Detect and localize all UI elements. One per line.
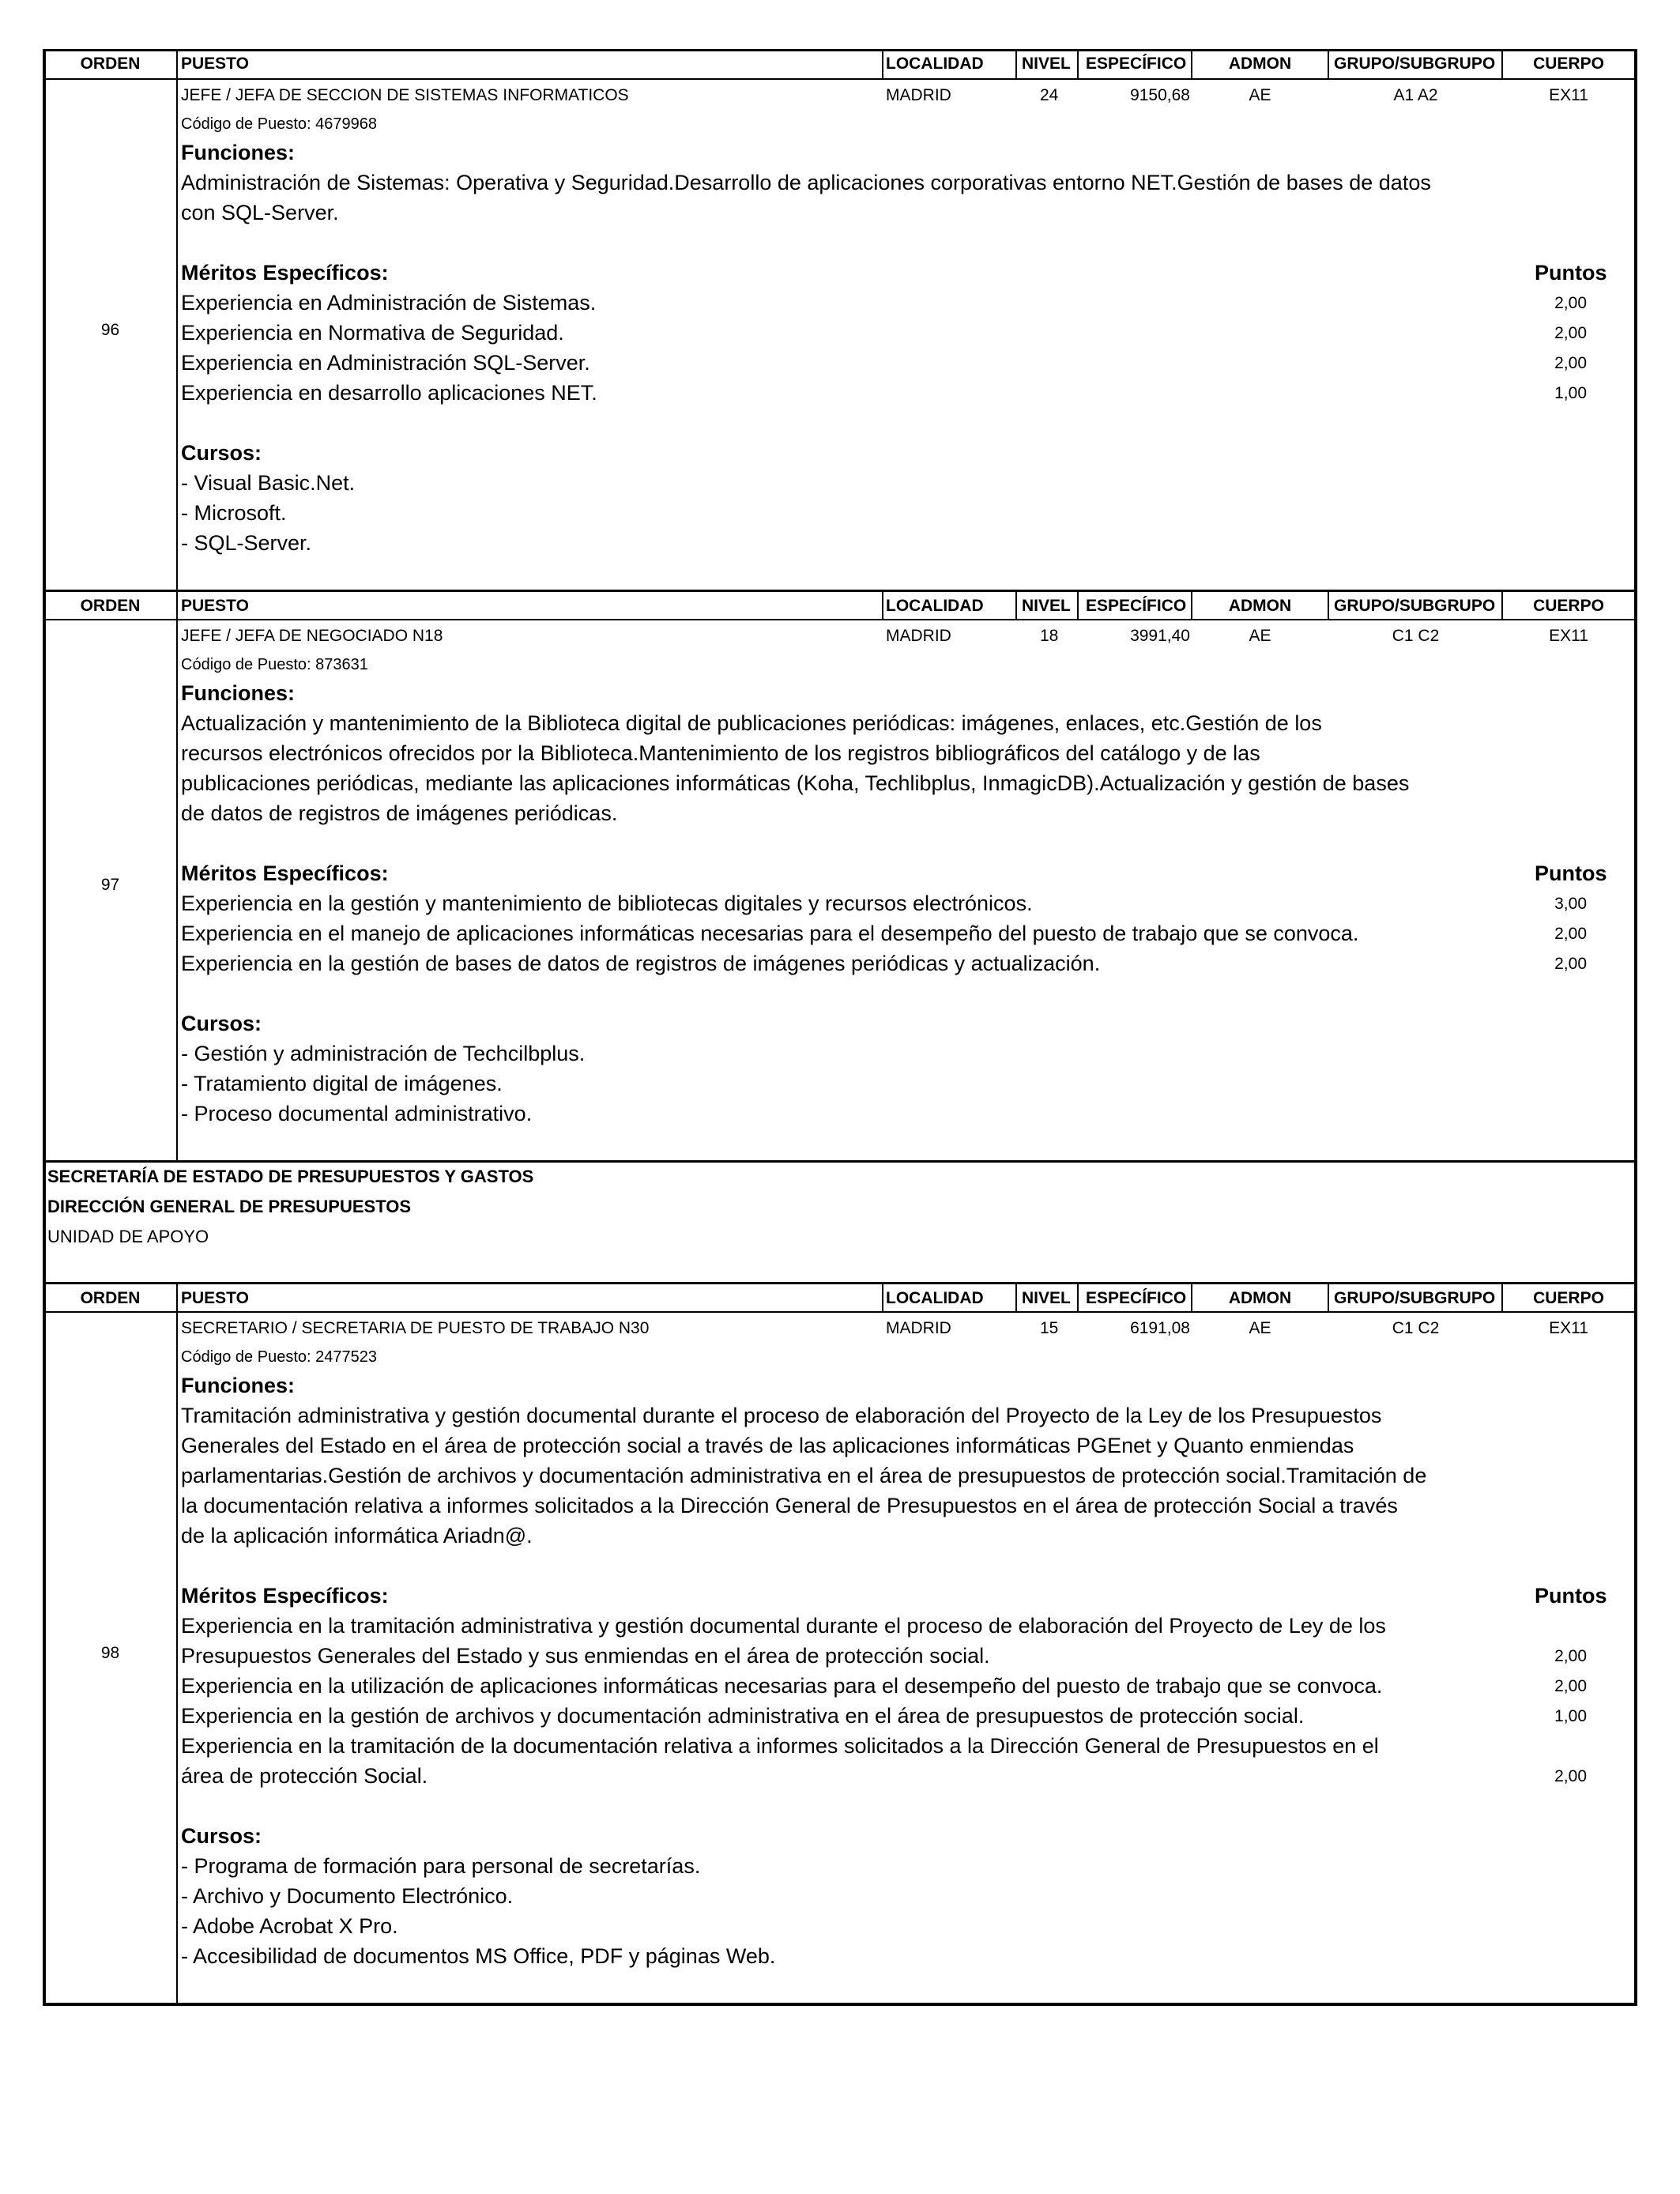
col-divider [1015,1282,1017,1312]
header-localidad: LOCALIDAD [886,597,984,615]
job-cuerpo: EX11 [1549,627,1588,645]
header-orden: ORDEN [80,55,141,73]
job-cuerpo: EX11 [1549,1319,1588,1337]
header-admon: ADMON [1228,1289,1292,1307]
curso-item: - Proceso documental administrativo. [181,1102,533,1125]
funciones-line: recursos electrónicos ofrecidos por la Biblioteca.Mantenimiento de los registros bibliográficos del catálogo y de las [181,741,1260,765]
curso-item: - Adobe Acrobat X Pro. [181,1914,398,1938]
col-divider [1015,590,1017,620]
curso-item: - Microsoft. [181,501,287,525]
meritos-heading: Méritos Específicos: [181,1584,389,1608]
col-divider [1328,590,1329,620]
job-codigo: Código de Puesto: 4679968 [181,115,377,133]
funciones-heading: Funciones: [181,681,296,705]
cursos-heading: Cursos: [181,1012,262,1035]
header-nivel: NIVEL [1022,55,1071,73]
job-puesto: SECRETARIO / SECRETARIA DE PUESTO DE TRABAJO N30 [181,1319,650,1337]
merito-line: Experiencia en la tramitación administrativa y gestión documental durante el proceso de elaboración del Proyecto de Ley de los [181,1614,1386,1638]
header-especifico: ESPECÍFICO [1086,55,1187,73]
merito-puntos: 2,00 [1554,294,1587,312]
merito-puntos: 2,00 [1554,1767,1587,1785]
job-nivel: 18 [1040,627,1059,645]
cursos-heading: Cursos: [181,1824,262,1848]
col-divider [882,49,883,79]
funciones-line: Actualización y mantenimiento de la Biblioteca digital de publicaciones periódicas: imágenes, enlaces, etc.Gestión de los [181,711,1322,735]
header-localidad: LOCALIDAD [886,55,984,73]
job-localidad: MADRID [886,86,951,104]
job-grupo: C1 C2 [1392,1319,1440,1337]
funciones-heading: Funciones: [181,141,296,164]
merito-puntos: 2,00 [1554,955,1587,973]
col-divider [882,590,883,620]
header-orden: ORDEN [80,597,141,615]
col-divider [1015,49,1017,79]
job-orden: 98 [100,1644,120,1662]
header-puesto: PUESTO [181,1289,249,1307]
job-orden: 96 [100,321,120,339]
job-admon: AE [1249,86,1271,104]
header-nivel: NIVEL [1022,597,1071,615]
job-admon: AE [1249,1319,1271,1337]
job-especifico: 3991,40 [1130,627,1190,645]
job-puesto: JEFE / JEFA DE NEGOCIADO N18 [181,627,443,645]
funciones-line: de la aplicación informática Ariadn@. [181,1524,533,1547]
curso-item: - Tratamiento digital de imágenes. [181,1072,503,1095]
puntos-heading: Puntos [1535,261,1607,285]
merito-puntos: 2,00 [1554,925,1587,943]
section-direccion: DIRECCIÓN GENERAL DE PRESUPUESTOS [47,1197,412,1216]
job-orden: 97 [100,876,120,894]
puntos-heading: Puntos [1535,1584,1607,1608]
col-divider [1328,1282,1329,1312]
merito-line: Presupuestos Generales del Estado y sus enmiendas en el área de protección social. [181,1644,990,1668]
merito-line: Experiencia en la gestión de bases de datos de registros de imágenes periódicas y actualización. [181,952,1101,975]
col-divider [1077,1282,1079,1312]
header-cuerpo: CUERPO [1533,55,1604,73]
merito-line: Experiencia en el manejo de aplicaciones informáticas necesarias para el desempeño del puesto de trabajo que se convoca. [181,922,1359,945]
header-puesto: PUESTO [181,597,249,615]
merito-line: Experiencia en Administración de Sistemas. [181,291,597,315]
job-cuerpo: EX11 [1549,86,1588,104]
merito-puntos: 2,00 [1554,324,1587,342]
header-especifico: ESPECÍFICO [1086,597,1187,615]
curso-item: - Visual Basic.Net. [181,471,356,495]
cursos-heading: Cursos: [181,441,262,465]
job-block-97 [0,590,1680,1163]
job-admon: AE [1249,627,1271,645]
merito-line: Experiencia en la gestión de archivos y documentación administrativa en el área de presupuestos de protección social. [181,1704,1305,1728]
funciones-line: Administración de Sistemas: Operativa y Seguridad.Desarrollo de aplicaciones corporativas entorno NET.Gestión de bases de datos [181,171,1431,194]
funciones-line: Generales del Estado en el área de protección social a través de las aplicaciones informáticas PGEnet y Quanto enmiendas [181,1434,1354,1457]
curso-item: - Gestión y administración de Techcilbplus. [181,1042,586,1065]
curso-item: - Accesibilidad de documentos MS Office, PDF y páginas Web. [181,1944,776,1968]
col-divider [1077,590,1079,620]
col-divider [176,49,178,591]
merito-line: Experiencia en desarrollo aplicaciones NET. [181,381,597,405]
funciones-line: publicaciones periódicas, mediante las aplicaciones informáticas (Koha, Techlibplus, InmagicDB).Actualización y gestión de bases [181,771,1410,795]
merito-line: Experiencia en la tramitación de la documentación relativa a informes solicitados a la Dirección General de Presupuestos en el [181,1734,1379,1758]
job-codigo: Código de Puesto: 873631 [181,656,368,673]
header-grupo: GRUPO/SUBGRUPO [1334,597,1496,615]
job-localidad: MADRID [886,627,951,645]
merito-line: área de protección Social. [181,1764,428,1788]
col-divider [176,1282,178,2004]
merito-puntos: 2,00 [1554,1647,1587,1665]
job-localidad: MADRID [886,1319,951,1337]
col-divider [1328,49,1329,79]
merito-puntos: 1,00 [1554,384,1587,402]
funciones-line: de datos de registros de imágenes periódicas. [181,801,618,825]
header-puesto: PUESTO [181,55,249,73]
section-unidad: UNIDAD DE APOYO [47,1227,209,1246]
job-block-96 [0,49,1680,591]
merito-line: Experiencia en la utilización de aplicaciones informáticas necesarias para el desempeño del puesto de trabajo que se convoca. [181,1674,1383,1698]
job-grupo: A1 A2 [1393,86,1438,104]
funciones-heading: Funciones: [181,1374,296,1397]
section-secretaria: SECRETARÍA DE ESTADO DE PRESUPUESTOS Y GASTOS [47,1167,534,1186]
header-cuerpo: CUERPO [1533,597,1604,615]
funciones-line: parlamentarias.Gestión de archivos y documentación administrativa en el área de presupuestos de protección social.Tramitación de [181,1464,1427,1487]
job-especifico: 9150,68 [1130,86,1190,104]
curso-item: - Programa de formación para personal de secretarías. [181,1854,701,1878]
merito-line: Experiencia en Normativa de Seguridad. [181,321,564,345]
meritos-heading: Méritos Específicos: [181,261,389,285]
col-divider [176,590,178,1162]
col-divider [1077,49,1079,79]
header-cuerpo: CUERPO [1533,1289,1604,1307]
job-codigo: Código de Puesto: 2477523 [181,1348,377,1366]
header-grupo: GRUPO/SUBGRUPO [1334,1289,1496,1307]
header-grupo: GRUPO/SUBGRUPO [1334,55,1496,73]
section-gap-mask [40,1163,1644,1281]
job-block-98 [0,1282,1680,2006]
curso-item: - Archivo y Documento Electrónico. [181,1884,514,1908]
funciones-line: Tramitación administrativa y gestión documental durante el proceso de elaboración del Proyecto de la Ley de los Presupuestos [181,1404,1382,1427]
merito-puntos: 2,00 [1554,1677,1587,1695]
job-especifico: 6191,08 [1130,1319,1190,1337]
funciones-line: con SQL-Server. [181,201,339,224]
job-nivel: 24 [1040,86,1059,104]
job-grupo: C1 C2 [1392,627,1440,645]
merito-puntos: 2,00 [1554,354,1587,372]
merito-line: Experiencia en Administración SQL-Server. [181,351,590,375]
curso-item: - SQL-Server. [181,531,312,555]
col-divider [882,1282,883,1312]
header-nivel: NIVEL [1022,1289,1071,1307]
header-orden: ORDEN [80,1289,141,1307]
job-nivel: 15 [1040,1319,1059,1337]
meritos-heading: Méritos Específicos: [181,861,389,885]
header-admon: ADMON [1228,55,1292,73]
puntos-heading: Puntos [1535,861,1607,885]
merito-puntos: 1,00 [1554,1707,1587,1725]
merito-line: Experiencia en la gestión y mantenimiento de bibliotecas digitales y recursos electrónicos. [181,892,1033,915]
header-localidad: LOCALIDAD [886,1289,984,1307]
job-puesto: JEFE / JEFA DE SECCION DE SISTEMAS INFORMATICOS [181,86,629,104]
header-especifico: ESPECÍFICO [1086,1289,1187,1307]
header-admon: ADMON [1228,597,1292,615]
funciones-line: la documentación relativa a informes solicitados a la Dirección General de Presupuestos en el área de protección Social a través [181,1494,1398,1517]
merito-puntos: 3,00 [1554,895,1587,913]
